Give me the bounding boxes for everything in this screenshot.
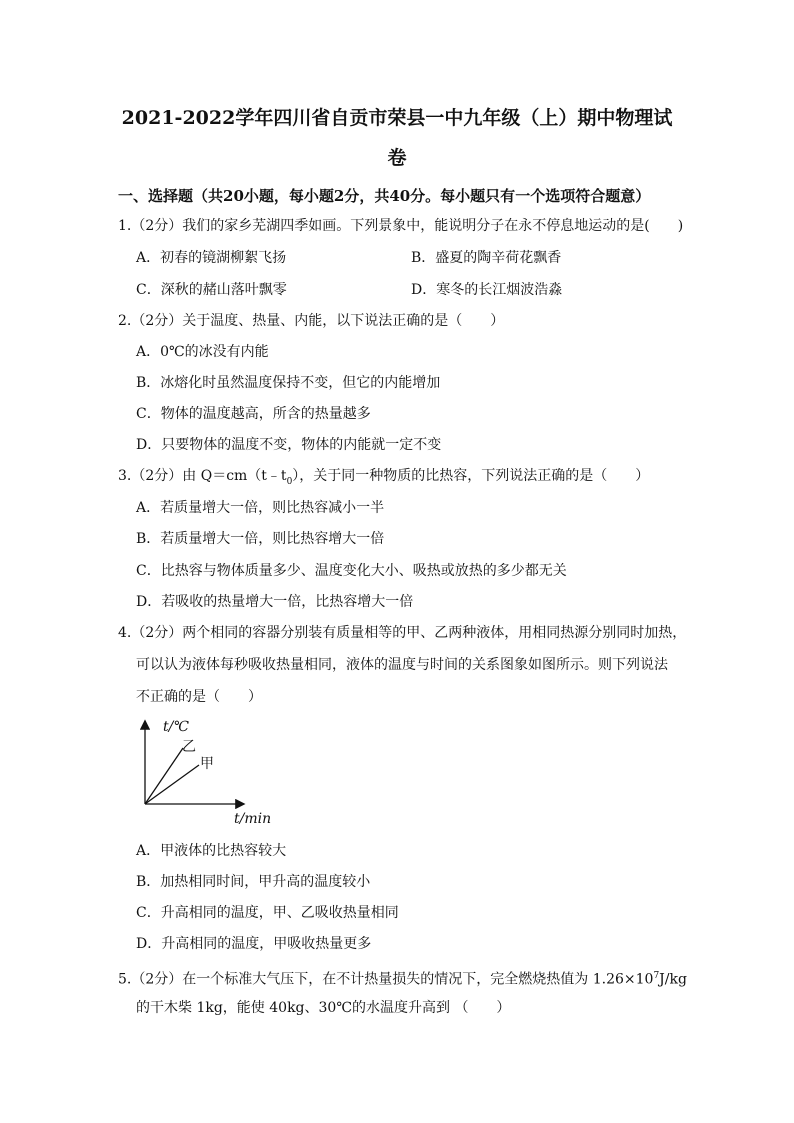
question-3-stem-pre: 3.（2分）由 Q＝cm（t﹣t: [118, 468, 287, 484]
question-4-stem-line2: 可以认为液体每秒吸收热量相同，液体的温度与时间的关系图象如图所示。则下列说法: [136, 657, 668, 673]
question-3-option-a: A．若质量增大一倍，则比热容减小一半: [136, 500, 385, 516]
question-1-option-d: D．寒冬的长江烟波浩淼: [411, 282, 563, 298]
document-title-line1: 2021-2022学年四川省自贡市荣县一中九年级（上）期中物理试: [121, 107, 673, 129]
question-5-stem-line2: 的干木柴 1kg，能使 40kg、30℃的水温度升高到 （ ）: [136, 1000, 511, 1016]
question-2-option-c: C．物体的温度越高，所含的热量越多: [136, 406, 371, 422]
question-1-option-b: B．盛夏的陶辛荷花飘香: [411, 250, 562, 266]
question-5-stem-post: J/kg: [659, 971, 687, 988]
question-3-stem-subscript: 0: [286, 476, 293, 487]
x-axis-label: t/min: [234, 811, 272, 827]
question-5-stem-superscript: 7: [653, 971, 660, 981]
question-2-option-d: D．只要物体的温度不变，物体的内能就一定不变: [136, 437, 442, 453]
question-5-stem-pre: 5.（2分）在一个标准大气压下，在不计热量损失的情况下，完全燃烧热值为 1.26×10: [118, 971, 654, 988]
question-2-option-a: A．0℃的冰没有内能: [136, 344, 269, 360]
question-1-stem: 1.（2分）我们的家乡芜湖四季如画。下列景象中，能说明分子在永不停息地运动的是( ): [118, 218, 684, 234]
y-axis-label: t/℃: [163, 719, 190, 735]
question-4-option-c: C．升高相同的温度，甲、乙吸收热量相同: [136, 905, 399, 921]
graph-line-jia: [145, 765, 199, 804]
question-3-option-b: B．若质量增大一倍，则比热容增大一倍: [136, 531, 385, 547]
section-heading: 一、选择题（共20小题，每小题2分，共40分。每小题只有一个选项符合题意）: [118, 187, 651, 205]
question-5-stem-line1: [118, 966, 687, 990]
question-1-option-c: C．深秋的赭山落叶飘零: [136, 282, 287, 298]
document-title-line2: 卷: [387, 147, 407, 169]
question-4-option-b: B．加热相同时间，甲升高的温度较小: [136, 874, 371, 890]
question-2-option-b: B．冰熔化时虽然温度保持不变，但它的内能增加: [136, 375, 441, 391]
line-label-jia: 甲: [200, 756, 214, 772]
question-3-option-c: C．比热容与物体质量多少、温度变化大小、吸热或放热的多少都无关: [136, 563, 567, 579]
line-label-yi: 乙: [182, 739, 196, 755]
question-3-option-d: D．若吸收的热量增大一倍，比热容增大一倍: [136, 594, 414, 610]
question-4-stem-line3: 不正确的是（ ）: [136, 689, 262, 705]
question-3-stem: [118, 466, 649, 492]
graph-line-yi: [145, 748, 183, 804]
temperature-time-graph: [130, 714, 280, 829]
question-4-option-a: A．甲液体的比热容较大: [136, 843, 287, 859]
question-2-stem: 2.（2分）关于温度、热量、内能，以下说法正确的是（ ）: [118, 313, 505, 329]
question-4-option-d: D．升高相同的温度，甲吸收热量更多: [136, 936, 372, 952]
question-1-option-a: A．初春的镜湖柳絮飞扬: [136, 250, 287, 266]
question-4-stem-line1: 4.（2分）两个相同的容器分别装有质量相等的甲、乙两种液体，用相同热源分别同时加热，: [118, 625, 687, 641]
question-3-stem-post: ），关于同一种物质的比热容，下列说法正确的是（ ）: [292, 468, 650, 484]
